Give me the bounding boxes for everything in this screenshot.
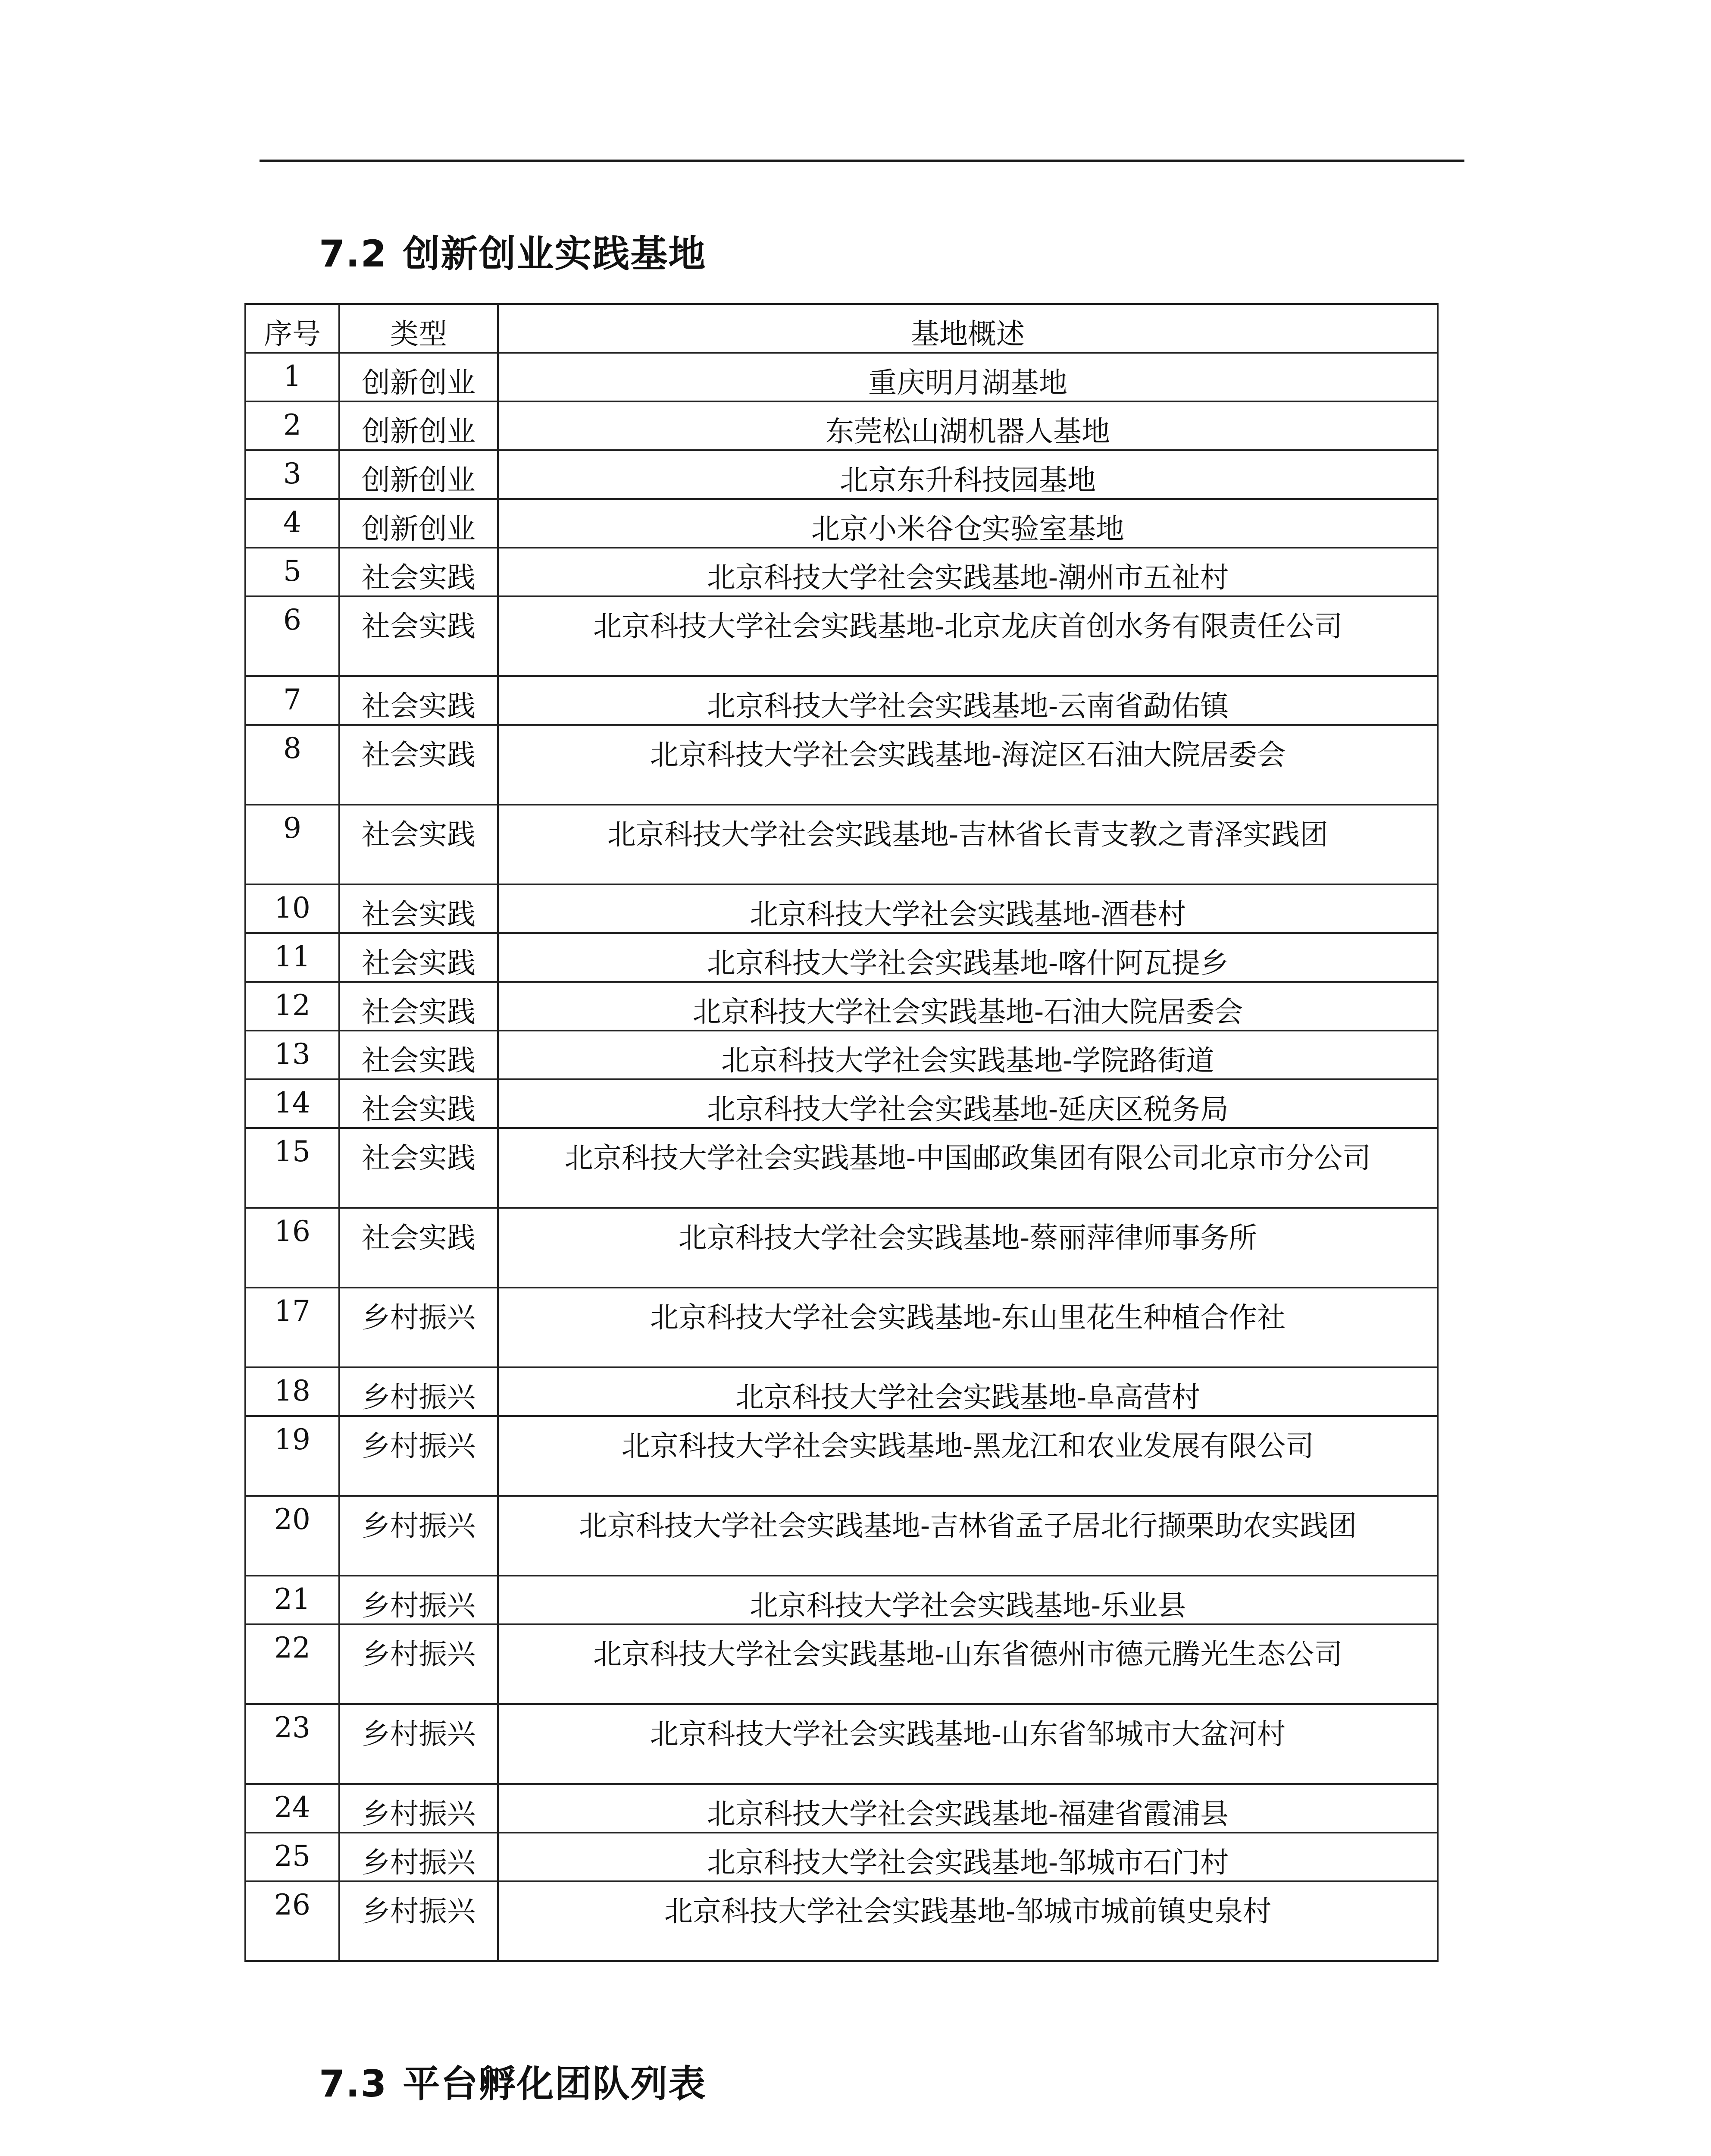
cell-desc: 北京科技大学社会实践基地-山东省德州市德元腾光生态公司 — [498, 1624, 1438, 1704]
cell-type: 社会实践 — [339, 805, 498, 884]
cell-no: 1 — [245, 353, 339, 401]
cell-desc: 北京东升科技园基地 — [498, 450, 1438, 499]
table-row — [245, 1416, 1438, 1496]
cell-type: 创新创业 — [339, 499, 498, 548]
cell-no: 25 — [245, 1833, 339, 1881]
cell-desc: 北京科技大学社会实践基地-喀什阿瓦提乡 — [498, 933, 1438, 982]
cell-no: 15 — [245, 1128, 339, 1208]
cell-desc: 北京科技大学社会实践基地-山东省邹城市大盆河村 — [498, 1704, 1438, 1784]
table-row — [245, 1128, 1438, 1208]
cell-desc: 北京科技大学社会实践基地-延庆区税务局 — [498, 1079, 1438, 1128]
cell-no: 13 — [245, 1031, 339, 1079]
cell-no: 8 — [245, 725, 339, 805]
cell-type: 社会实践 — [339, 676, 498, 725]
cell-type: 乡村振兴 — [339, 1881, 498, 1961]
cell-type: 社会实践 — [339, 1208, 498, 1288]
cell-type: 社会实践 — [339, 1079, 498, 1128]
table-row — [245, 1367, 1438, 1416]
cell-type: 创新创业 — [339, 401, 498, 450]
table-row — [245, 1288, 1438, 1367]
cell-type: 社会实践 — [339, 884, 498, 933]
cell-desc: 北京科技大学社会实践基地-阜高营村 — [498, 1367, 1438, 1416]
table-row — [245, 1496, 1438, 1576]
cell-no: 3 — [245, 450, 339, 499]
table-row — [245, 401, 1438, 450]
cell-no: 17 — [245, 1288, 339, 1367]
cell-type: 乡村振兴 — [339, 1288, 498, 1367]
cell-type: 社会实践 — [339, 982, 498, 1031]
table-header-row — [245, 304, 1438, 353]
cell-no: 12 — [245, 982, 339, 1031]
table-row — [245, 805, 1438, 884]
cell-type: 乡村振兴 — [339, 1784, 498, 1833]
section-title: 创新创业实践基地 — [403, 232, 707, 276]
cell-type: 乡村振兴 — [339, 1833, 498, 1881]
cell-desc: 北京科技大学社会实践基地-邹城市石门村 — [498, 1833, 1438, 1881]
header-desc: 基地概述 — [498, 304, 1438, 353]
table-row — [245, 1079, 1438, 1128]
cell-no: 2 — [245, 401, 339, 450]
cell-desc: 北京科技大学社会实践基地-东山里花生种植合作社 — [498, 1288, 1438, 1367]
section-number: 7.3 — [319, 2062, 388, 2106]
cell-desc: 北京科技大学社会实践基地-吉林省长青支教之青泽实践团 — [498, 805, 1438, 884]
cell-type: 社会实践 — [339, 548, 498, 596]
cell-desc: 北京科技大学社会实践基地-海淀区石油大院居委会 — [498, 725, 1438, 805]
cell-no: 24 — [245, 1784, 339, 1833]
table-row — [245, 1576, 1438, 1624]
table-row — [245, 725, 1438, 805]
cell-no: 7 — [245, 676, 339, 725]
cell-desc: 北京科技大学社会实践基地-北京龙庆首创水务有限责任公司 — [498, 596, 1438, 676]
cell-desc: 北京科技大学社会实践基地-邹城市城前镇史泉村 — [498, 1881, 1438, 1961]
cell-type: 乡村振兴 — [339, 1624, 498, 1704]
cell-no: 18 — [245, 1367, 339, 1416]
cell-type: 乡村振兴 — [339, 1416, 498, 1496]
cell-type: 社会实践 — [339, 596, 498, 676]
header-type: 类型 — [339, 304, 498, 353]
cell-type: 乡村振兴 — [339, 1367, 498, 1416]
table-row — [245, 548, 1438, 596]
cell-desc: 北京科技大学社会实践基地-石油大院居委会 — [498, 982, 1438, 1031]
cell-no: 22 — [245, 1624, 339, 1704]
bases-table — [244, 303, 1439, 1962]
table-row — [245, 1704, 1438, 1784]
cell-desc: 东莞松山湖机器人基地 — [498, 401, 1438, 450]
cell-type: 创新创业 — [339, 353, 498, 401]
cell-no: 16 — [245, 1208, 339, 1288]
section-title: 平台孵化团队列表 — [403, 2062, 707, 2106]
cell-type: 社会实践 — [339, 1031, 498, 1079]
cell-no: 19 — [245, 1416, 339, 1496]
cell-desc: 北京科技大学社会实践基地-云南省勐佑镇 — [498, 676, 1438, 725]
header-rule — [260, 160, 1464, 162]
cell-type: 社会实践 — [339, 1128, 498, 1208]
cell-desc: 北京科技大学社会实践基地-吉林省孟子居北行撷栗助农实践团 — [498, 1496, 1438, 1576]
table-row — [245, 596, 1438, 676]
cell-desc: 北京科技大学社会实践基地-蔡丽萍律师事务所 — [498, 1208, 1438, 1288]
cell-no: 23 — [245, 1704, 339, 1784]
table-row — [245, 933, 1438, 982]
table-row — [245, 1031, 1438, 1079]
table-row — [245, 450, 1438, 499]
section-heading-7-2 — [319, 232, 707, 276]
cell-type: 社会实践 — [339, 725, 498, 805]
section-number: 7.2 — [319, 232, 388, 276]
cell-desc: 北京科技大学社会实践基地-黑龙江和农业发展有限公司 — [498, 1416, 1438, 1496]
cell-type: 乡村振兴 — [339, 1496, 498, 1576]
cell-desc: 北京科技大学社会实践基地-潮州市五祉村 — [498, 548, 1438, 596]
cell-type: 创新创业 — [339, 450, 498, 499]
cell-no: 21 — [245, 1576, 339, 1624]
cell-type: 乡村振兴 — [339, 1576, 498, 1624]
cell-desc: 北京科技大学社会实践基地-乐业县 — [498, 1576, 1438, 1624]
cell-desc: 北京科技大学社会实践基地-酒巷村 — [498, 884, 1438, 933]
cell-desc: 北京小米谷仓实验室基地 — [498, 499, 1438, 548]
table-row — [245, 1624, 1438, 1704]
section-heading-7-3 — [319, 2062, 707, 2106]
cell-no: 11 — [245, 933, 339, 982]
table-body — [245, 353, 1438, 1961]
table-row — [245, 499, 1438, 548]
cell-desc: 北京科技大学社会实践基地-中国邮政集团有限公司北京市分公司 — [498, 1128, 1438, 1208]
table-row — [245, 1881, 1438, 1961]
cell-type: 乡村振兴 — [339, 1704, 498, 1784]
cell-type: 社会实践 — [339, 933, 498, 982]
cell-no: 6 — [245, 596, 339, 676]
cell-no: 4 — [245, 499, 339, 548]
cell-desc: 北京科技大学社会实践基地-福建省霞浦县 — [498, 1784, 1438, 1833]
cell-desc: 北京科技大学社会实践基地-学院路街道 — [498, 1031, 1438, 1079]
cell-no: 14 — [245, 1079, 339, 1128]
cell-no: 5 — [245, 548, 339, 596]
table-row — [245, 1784, 1438, 1833]
table-row — [245, 982, 1438, 1031]
table-row — [245, 353, 1438, 401]
table-row — [245, 884, 1438, 933]
cell-no: 20 — [245, 1496, 339, 1576]
cell-no: 9 — [245, 805, 339, 884]
table-row — [245, 1833, 1438, 1881]
table-row — [245, 676, 1438, 725]
cell-no: 26 — [245, 1881, 339, 1961]
table-row — [245, 1208, 1438, 1288]
cell-desc: 重庆明月湖基地 — [498, 353, 1438, 401]
cell-no: 10 — [245, 884, 339, 933]
header-no: 序号 — [245, 304, 339, 353]
